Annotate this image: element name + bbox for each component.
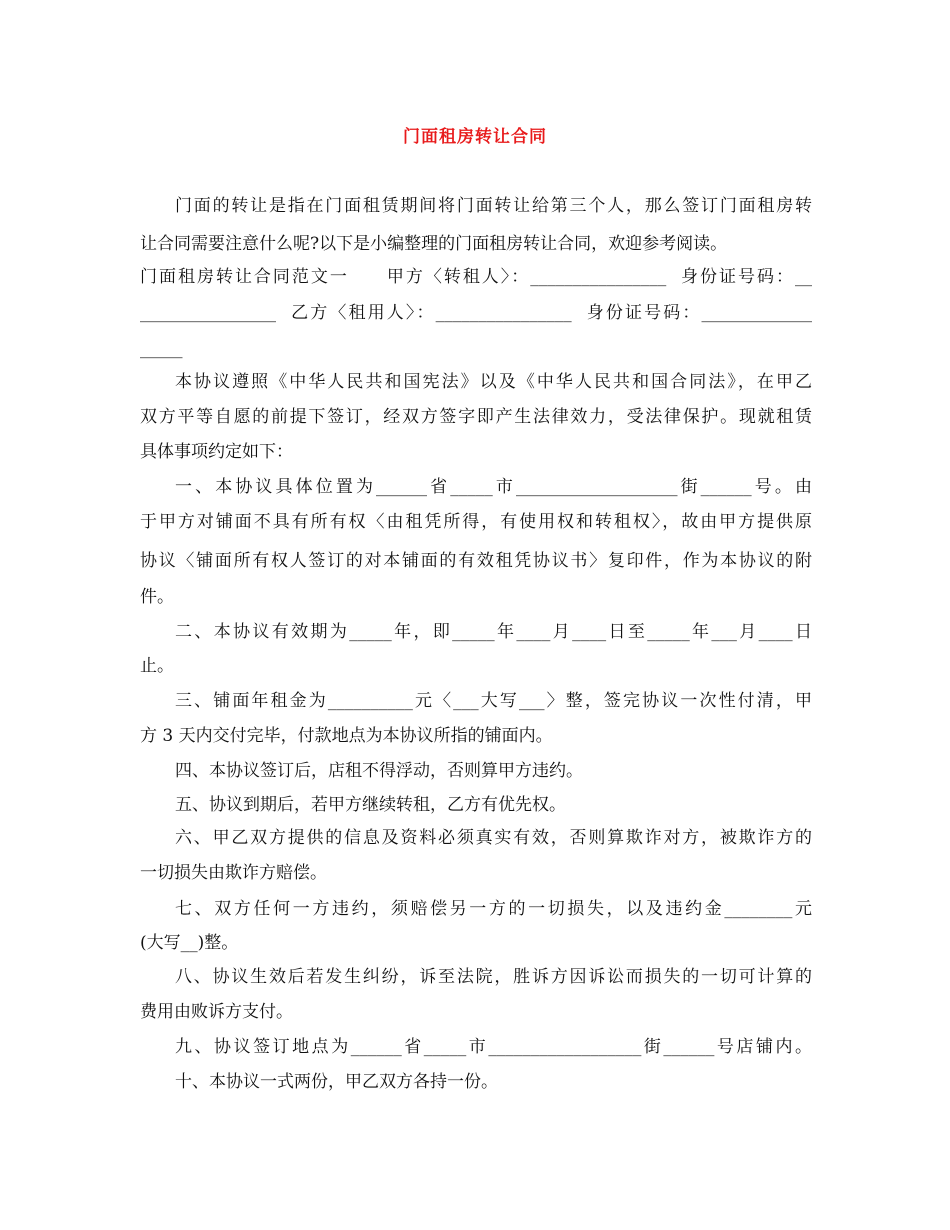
paragraph-line: 双方平等自愿的前提下签订，经双方签字即产生法律效力，受法律保护。现就租赁	[140, 407, 812, 427]
paragraph-line: (大写__)整。	[140, 933, 239, 953]
paragraph-line: 三、铺面年租金为__________元〈___大写___〉整，签完协议一次性付清，甲	[175, 691, 812, 711]
paragraph-line: 四、本协议签订后，店租不得浮动，否则算甲方违约。	[175, 761, 583, 781]
paragraph-line: 让合同需要注意什么呢?以下是小编整理的门面租房转让合同，欢迎参考阅读。	[140, 234, 728, 254]
paragraph-line: 七、双方任何一方违约，须赔偿另一方的一切损失，以及违约金________元	[175, 899, 812, 919]
paragraph-line: 门面的转让是指在门面租赁期间将门面转让给第三个人，那么签订门面租房转	[175, 196, 812, 216]
paragraph-line: 本协议遵照《中华人民共和国宪法》以及《中华人民共和国合同法》，在甲乙	[175, 372, 812, 392]
paragraph-line: 于甲方对铺面不具有所有权〈由租凭所得，有使用权和转租权〉，故由甲方提供原	[140, 512, 812, 532]
paragraph-line: 九、协议签订地点为______省_____市__________________街______号店铺内。	[175, 1037, 812, 1057]
paragraph-line: 止。	[140, 656, 174, 676]
document-title: 门面租房转让合同	[403, 127, 547, 147]
paragraph-line: 方 3 天内交付完毕，付款地点为本协议所指的铺面内。	[140, 726, 553, 746]
paragraph-line: 具体事项约定如下：	[140, 442, 293, 462]
paragraph-line: 一、本协议具体位置为______省_____市___________________街______号。由	[175, 477, 812, 497]
paragraph-line: ________________ 乙方〈租用人〉：________________ 身份证号码：_____________	[140, 303, 812, 323]
paragraph-line: _____	[140, 339, 183, 359]
paragraph-line: 门面租房转让合同范文一 甲方〈转租人〉：________________ 身份证号码：__	[140, 267, 812, 287]
paragraph-line: 二、本协议有效期为_____年，即_____年____月____日至_____年___月____日	[175, 622, 812, 642]
paragraph-line: 费用由败诉方支付。	[140, 1002, 293, 1022]
paragraph-line: 十、本协议一式两份，甲乙双方各持一份。	[175, 1072, 498, 1092]
paragraph-line: 六、甲乙双方提供的信息及资料必须真实有效，否则算欺诈对方，被欺诈方的	[175, 828, 812, 848]
paragraph-line: 一切损失由欺诈方赔偿。	[140, 863, 327, 883]
paragraph-line: 八、协议生效后若发生纠纷，诉至法院，胜诉方因诉讼而损失的一切可计算的	[175, 967, 812, 987]
paragraph-line: 协议〈铺面所有权人签订的对本铺面的有效租凭协议书〉复印件，作为本协议的附	[140, 551, 812, 571]
paragraph-line: 五、协议到期后，若甲方继续转租，乙方有优先权。	[175, 795, 566, 815]
paragraph-line: 件。	[140, 587, 174, 607]
